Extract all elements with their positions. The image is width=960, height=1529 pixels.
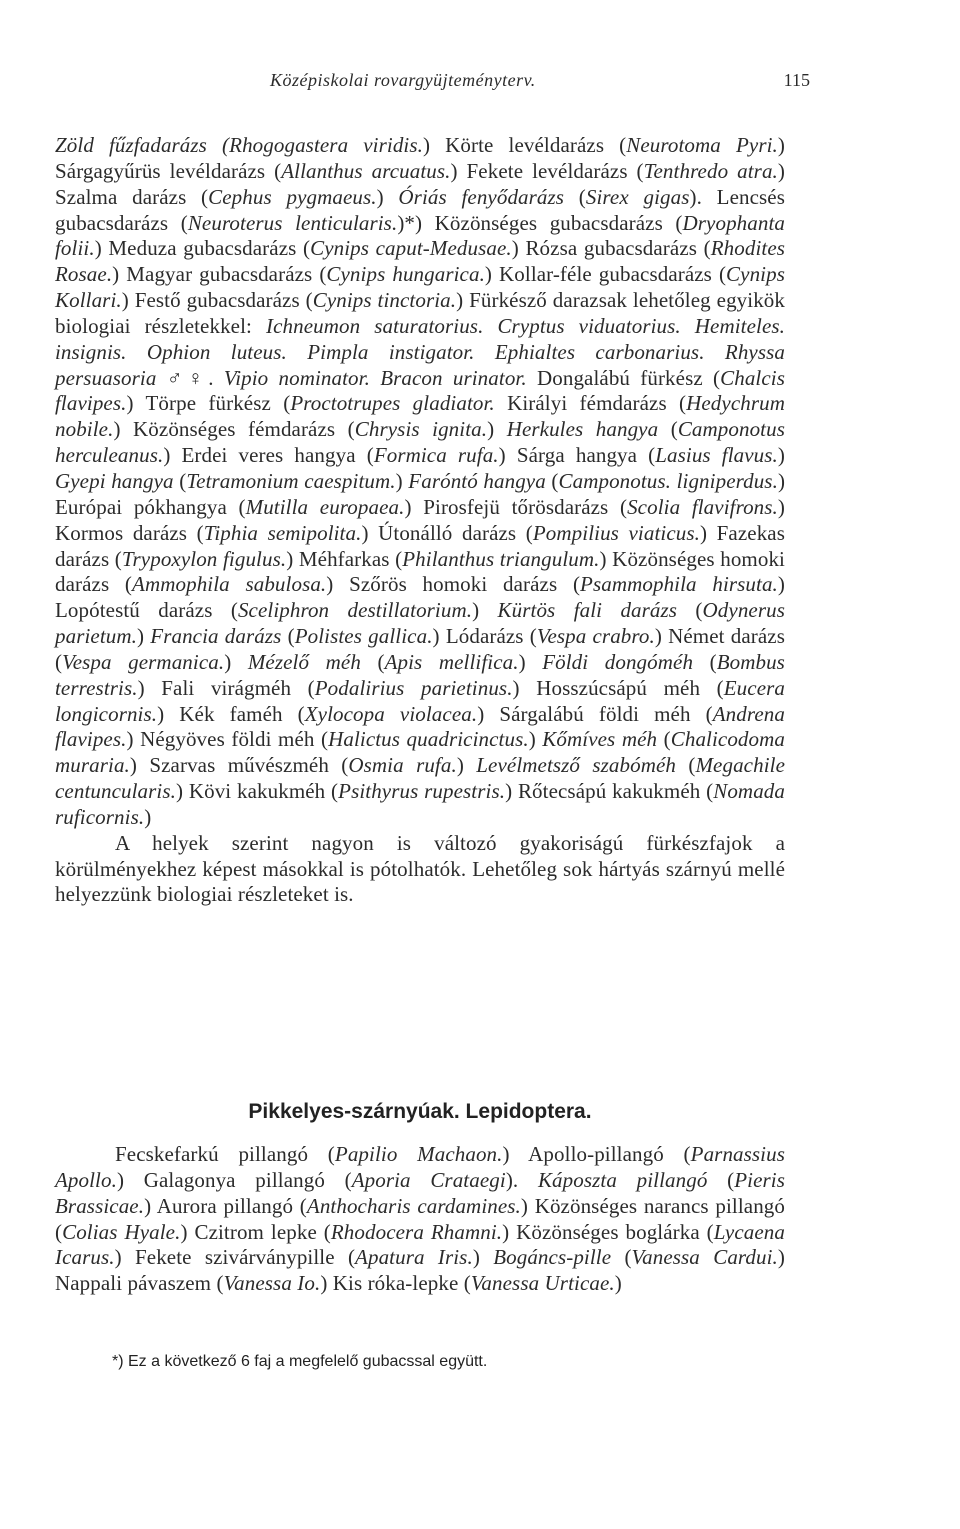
text-run: ) Sárgagyűrüs levéldarázs ( xyxy=(55,133,785,183)
species-name: Gyepi hangya xyxy=(55,468,174,493)
paragraph-hymenoptera xyxy=(55,133,785,831)
species-name: Vanessa Io. xyxy=(223,1271,321,1296)
species-name: Odynerus parietum. xyxy=(55,598,785,649)
species-name: Faróntó hangya xyxy=(408,468,546,493)
text-run: ( xyxy=(564,184,586,209)
species-name: Chalicodoma muraria. xyxy=(55,727,785,778)
species-name: Ichneumon saturatorius. Cryptus viduatorius. Hemiteles. insignis. Ophion luteus. Pimpla instigator. Ephialtes carbonarius. Rhyssa persuasoria xyxy=(55,313,785,390)
text-run: ) Czitrom lepke ( xyxy=(180,1219,331,1244)
species-name: Nomada ruficornis. xyxy=(55,779,785,829)
species-name: Dryophanta folii. xyxy=(55,210,786,261)
species-name: Földi dongóméh xyxy=(542,649,694,674)
text-run: ) Körte levéldarázs ( xyxy=(422,133,627,157)
text-run: ) xyxy=(487,417,507,442)
text-run: A helyek szerint nagyon is változó gyakoriságú fürkészfajok a körülményekhez képest másokkal is pótolhatók. Lehetőleg sok hártyás szárnyú mellé helyezzünk biologiai részleteket is. xyxy=(55,830,785,907)
page-number: 115 xyxy=(783,70,810,90)
species-name: Hedychrum nobile. xyxy=(55,391,785,442)
species-name: Apis mellifica. xyxy=(384,649,519,674)
species-name: Pieris Brassicae. xyxy=(55,1167,785,1218)
text-run: ) Közönséges boglárka ( xyxy=(502,1219,714,1244)
text-run: ( xyxy=(545,468,559,493)
species-name: Polistes gallica. xyxy=(294,624,433,649)
species-name: Proctotrupes gladiator. xyxy=(290,391,495,416)
text-run: ( xyxy=(611,1245,632,1270)
text-run: ) Apollo-pillangó ( xyxy=(502,1142,691,1166)
text-run: ) Fekete levéldarázs ( xyxy=(450,158,644,183)
text-run: ) xyxy=(528,727,543,752)
species-name: Lasius flavus. xyxy=(655,443,778,468)
species-name: Andrena flavipes. xyxy=(55,701,785,752)
text-run: ) xyxy=(395,468,409,493)
species-name: Mézelő méh xyxy=(247,649,361,674)
text-run: ) Rőtecsápú kakukméh ( xyxy=(505,779,714,804)
text-run: ( xyxy=(657,727,671,752)
species-name: Philanthus triangulum. xyxy=(402,546,600,571)
species-name: Rhodocera Rhamni. xyxy=(330,1219,503,1244)
text-run: ) Hosszúcsápú méh ( xyxy=(512,675,724,700)
species-name: Herkules hangya xyxy=(506,417,659,442)
species-name: Káposzta pillangó xyxy=(537,1167,708,1192)
species-name: Cynips hungarica. xyxy=(326,262,485,287)
text-run: ) Magyar gubacsdarázs ( xyxy=(112,262,327,287)
text-run: ) Kormos darázs ( xyxy=(55,494,785,545)
species-name: Vanessa Urticae. xyxy=(470,1271,615,1296)
text-run: ) Fürkésző darazsak lehetőleg egyikök biologiai részletekkel: xyxy=(55,288,785,338)
species-name: Pompilius viaticus. xyxy=(532,520,700,545)
species-name: Xylocopa violacea. xyxy=(304,701,478,726)
species-name: Bogáncs-pille xyxy=(493,1245,612,1270)
text-run: ) xyxy=(144,804,152,829)
species-name: Colias Hyale. xyxy=(62,1219,181,1244)
text-run: ) Lódarázs ( xyxy=(432,624,537,649)
text-run: ) Német darázs ( xyxy=(55,624,786,674)
text-run: ) xyxy=(376,184,399,209)
text-run: Dongalábú fürkész ( xyxy=(526,365,721,390)
text-run: ) xyxy=(472,1245,494,1270)
text-run: ) Erdei veres hangya ( xyxy=(163,443,374,468)
text-run: ) Nappali pávaszem ( xyxy=(55,1245,785,1296)
text-run: ) xyxy=(777,443,785,468)
text-run: ♂♀. xyxy=(156,365,224,390)
footnote: *) Ez a következő 6 faj a megfelelő gubacssal együtt. xyxy=(112,1353,488,1370)
text-run: ) Törpe fürkész ( xyxy=(126,391,291,416)
text-run: ). xyxy=(505,1167,538,1192)
text-run: )*) Közönséges gubacsdarázs ( xyxy=(397,210,683,235)
species-name: Vanessa Cardui. xyxy=(631,1245,778,1270)
species-name: Vespa germanica. xyxy=(62,649,225,674)
text-run: ( xyxy=(707,1167,735,1192)
species-name: Trypoxylon figulus. xyxy=(121,546,287,571)
species-name: Camponotus herculeanus. xyxy=(55,417,785,468)
text-run: ) Aurora pillangó ( xyxy=(144,1193,307,1218)
species-name: Ammophila sabulosa. xyxy=(132,572,327,597)
species-name: Francia darázs xyxy=(150,624,282,649)
text-run: ) xyxy=(456,753,477,778)
species-name: Óriás fenyődarázs xyxy=(398,184,565,209)
text-run: ) xyxy=(136,624,151,649)
species-name: Levélmetsző szabóméh xyxy=(476,753,677,778)
text-run: ) xyxy=(224,649,248,674)
text-run: ) Kis róka-lepke ( xyxy=(320,1271,471,1296)
species-name: Sceliphron destillatorium. xyxy=(237,598,473,623)
text-run: ) Útonálló darázs ( xyxy=(361,520,533,545)
species-name: Allanthus arcuatus. xyxy=(281,158,451,183)
text-run: ) Kék faméh ( xyxy=(157,701,305,726)
species-name: Vespa crabro. xyxy=(536,624,655,649)
text-run: Fecskefarkú pillangó ( xyxy=(115,1142,335,1166)
species-name: Cephus pygmaeus. xyxy=(208,184,377,209)
text-run: ) Festő gubacsdarázs ( xyxy=(121,288,313,313)
paragraph-note xyxy=(55,831,785,909)
species-name: Kőmíves méh xyxy=(542,727,658,752)
text-run: ) Kövi kakukméh ( xyxy=(175,779,339,804)
text-run: ) Fazekas darázs ( xyxy=(55,520,785,571)
species-name: Vipio nominator. Bracon urinator. xyxy=(223,365,527,390)
text-run: ) Közönséges narancs pillangó ( xyxy=(55,1193,785,1244)
species-name: Bombus terrestris. xyxy=(55,649,785,700)
species-name: Parnassius Apollo. xyxy=(55,1142,785,1192)
species-name: Aporia Crataegi xyxy=(351,1167,506,1192)
text-run: ( xyxy=(173,468,187,493)
text-run: ) Sárga hangya ( xyxy=(498,443,656,468)
text-run: ) Kollar-féle gubacsdarázs ( xyxy=(484,262,727,287)
species-name: Cynips caput-Medusae. xyxy=(310,236,512,261)
text-run: ( xyxy=(658,417,678,442)
species-name: Neurotoma Pyri. xyxy=(626,133,778,157)
species-name: Megachile centuncularis. xyxy=(55,753,785,804)
section-heading: Pikkelyes-szárnyúak. Lepidoptera. xyxy=(248,1100,592,1123)
species-name: Kürtös fali darázs xyxy=(497,598,678,623)
text-run: ) Galagonya pillangó ( xyxy=(116,1167,352,1192)
species-name: Podalirius parietinus. xyxy=(314,675,513,700)
text-run: ). Lencsés gubacsdarázs ( xyxy=(55,184,785,235)
text-run: ( xyxy=(360,649,385,674)
text-run: ) Lopótestű darázs ( xyxy=(55,572,786,623)
text-run: ( xyxy=(676,753,696,778)
species-name: Anthocharis cardamines. xyxy=(306,1193,521,1218)
footnote-rule xyxy=(55,1338,785,1339)
species-name: Camponotus. ligniperdus. xyxy=(558,468,778,493)
species-name: Papilio Machaon. xyxy=(334,1142,503,1166)
species-name: Cynips Kollari. xyxy=(55,262,785,313)
text-run: ( xyxy=(693,649,717,674)
species-name: Rhogogastera viridis. xyxy=(229,133,423,157)
species-name: Tenthredo atra. xyxy=(643,158,778,183)
species-name: Chalcis flavipes. xyxy=(55,365,785,416)
species-name: Sirex gigas xyxy=(585,184,690,209)
species-name: Lycaena Icarus. xyxy=(55,1219,785,1270)
text-run: ) xyxy=(614,1271,622,1296)
text-run: ) Négyöves földi méh ( xyxy=(126,727,329,752)
species-name: Rhodites Rosae. xyxy=(55,236,786,287)
species-name: Psammophila hirsuta. xyxy=(580,572,778,597)
text-run: Királyi fémdarázs ( xyxy=(494,391,687,416)
text-run: ) Pirosfejü tőrösdarázs ( xyxy=(404,494,628,519)
species-name: Scolia flavifrons. xyxy=(627,494,778,519)
species-name: Osmia rufa. xyxy=(348,753,457,778)
text-run: ) Rózsa gubacsdarázs ( xyxy=(511,236,711,261)
species-name: Chrysis ignita. xyxy=(354,417,488,442)
species-name: Eucera longicornis. xyxy=(55,675,785,726)
species-name: Neuroterus lenticularis. xyxy=(187,210,398,235)
species-name: Psithyrus rupestris. xyxy=(338,779,506,804)
text-run: ) Fekete szivárványpille ( xyxy=(114,1245,356,1270)
text-run: ) Meduza gubacsdarázs ( xyxy=(94,236,311,261)
running-title: Középiskolai rovargyüjteményterv. xyxy=(270,70,536,90)
body-text xyxy=(55,133,785,908)
text-run: ( xyxy=(677,598,703,623)
text-run: ) Európai pókhangya ( xyxy=(55,468,786,519)
text-run: ) Szőrös homoki darázs ( xyxy=(326,572,581,597)
text-run: ) xyxy=(518,649,543,674)
text-run: ) Fali virágméh ( xyxy=(137,675,315,700)
species-name: Formica rufa. xyxy=(373,443,499,468)
lepidoptera-text xyxy=(55,1142,785,1297)
text-run: ) Közönséges homoki darázs ( xyxy=(55,546,785,597)
text-run: ) Közönséges fémdarázs ( xyxy=(113,417,355,442)
text-run: ) Szalma darázs ( xyxy=(55,158,785,209)
species-name: Cynips tinctoria. xyxy=(312,288,457,313)
species-name: Mutilla europaea. xyxy=(245,494,405,519)
species-name: Halictus quadricinctus. xyxy=(328,727,529,752)
species-name: Tetramonium caespitum. xyxy=(186,468,396,493)
species-name: Apatura Iris. xyxy=(355,1245,473,1270)
text-run: ( xyxy=(281,624,295,649)
text-run: ) Szarvas művészméh ( xyxy=(129,753,349,778)
text-run: ) Sárgalábú földi méh ( xyxy=(477,701,713,726)
page-header xyxy=(270,70,810,100)
species-name: Zöld fűzfadarázs ( xyxy=(55,133,230,157)
text-run: ) xyxy=(472,598,498,623)
paragraph-lepidoptera xyxy=(55,1142,785,1297)
text-run: ) Méhfarkas ( xyxy=(286,546,403,571)
species-name: Tiphia semipolita. xyxy=(203,520,362,545)
